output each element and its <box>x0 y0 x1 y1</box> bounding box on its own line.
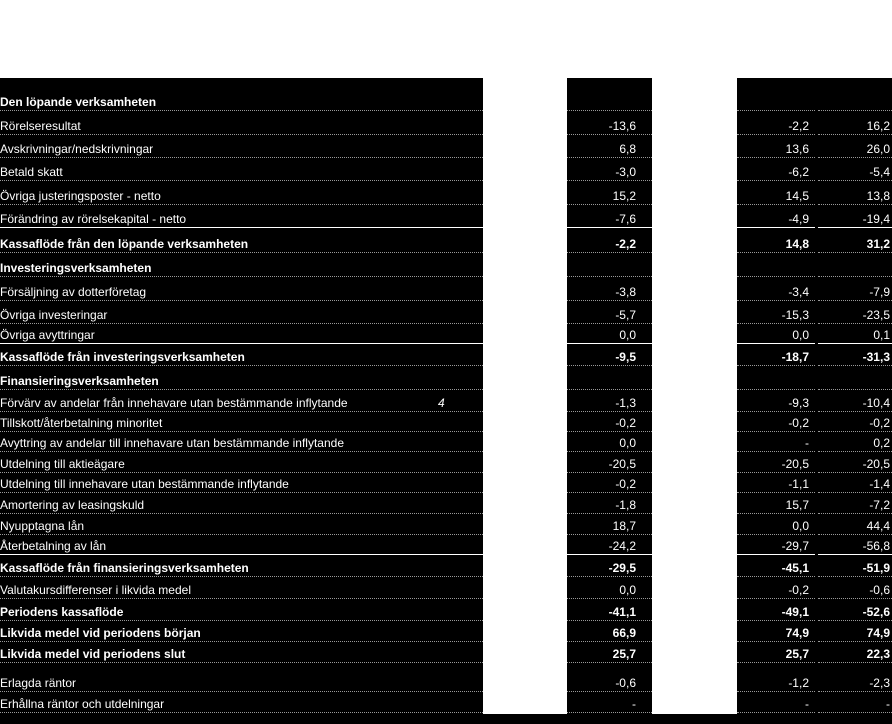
table-row <box>0 411 892 433</box>
row-label: Övriga avyttringar <box>0 328 95 342</box>
row-divider <box>818 598 892 599</box>
value-period-1: 25,7 <box>612 647 636 661</box>
row-divider <box>0 662 483 663</box>
value-period-3: -19,4 <box>862 212 890 226</box>
table-row <box>0 137 892 159</box>
table-row <box>0 207 892 229</box>
row-label: Kassaflöde från investeringsverksamheten <box>0 350 245 364</box>
row-divider <box>0 554 483 555</box>
row-divider <box>737 227 815 228</box>
table-row <box>0 514 892 536</box>
row-label: Periodens kassaflöde <box>0 605 124 619</box>
value-period-2: -1,2 <box>788 676 809 690</box>
row-label: Förändring av rörelsekapital - netto <box>0 212 187 226</box>
row-divider <box>737 180 815 181</box>
value-period-1: -9,5 <box>615 350 636 364</box>
value-period-1: 0,0 <box>619 436 636 450</box>
row-label: Den löpande verksamheten <box>0 95 157 109</box>
value-period-2: -3,4 <box>788 285 809 299</box>
row-divider <box>818 365 892 366</box>
value-period-2: -29,7 <box>781 539 809 553</box>
value-period-2: -0,2 <box>788 583 809 597</box>
row-divider <box>567 662 652 663</box>
row-divider <box>737 598 815 599</box>
table-row <box>0 184 892 206</box>
row-label: Erlagda räntor <box>0 676 77 690</box>
row-label: Rörelseresultat <box>0 119 81 133</box>
table-row <box>0 431 892 453</box>
row-divider <box>737 365 815 366</box>
row-divider <box>567 598 652 599</box>
value-period-3: -0,6 <box>869 583 890 597</box>
value-period-3: 31,2 <box>866 237 890 251</box>
table-row <box>0 493 892 515</box>
value-period-3: -7,9 <box>869 285 890 299</box>
row-divider <box>567 252 652 253</box>
row-label: Valutakursdifferenser i likvida medel <box>0 583 191 597</box>
value-period-2: -0,2 <box>788 416 809 430</box>
row-divider <box>0 227 483 228</box>
row-divider <box>0 134 483 135</box>
row-divider <box>0 598 483 599</box>
row-label: Finansieringsverksamheten <box>0 374 159 388</box>
table-row <box>0 600 892 622</box>
row-divider <box>737 662 815 663</box>
row-divider <box>567 227 652 228</box>
row-label: Tillskott/återbetalning minoritet <box>0 416 163 430</box>
table-row <box>0 642 892 664</box>
table-row <box>0 692 892 714</box>
row-divider <box>818 276 892 277</box>
value-period-3: -51,9 <box>862 561 890 575</box>
row-divider <box>818 227 892 228</box>
row-divider <box>818 204 892 205</box>
row-label: Likvida medel vid periodens början <box>0 626 201 640</box>
row-label: Förvärv av andelar från innehavare utan bestämmande inflytande <box>0 396 348 410</box>
row-divider <box>567 365 652 366</box>
value-period-2: -2,2 <box>788 119 809 133</box>
row-divider <box>567 157 652 158</box>
row-divider <box>818 662 892 663</box>
table-row <box>0 280 892 302</box>
value-period-1: 66,9 <box>612 626 636 640</box>
row-divider <box>737 134 815 135</box>
row-label: Försäljning av dotterföretag <box>0 285 147 299</box>
row-divider <box>737 276 815 277</box>
row-label: Nyupptagna lån <box>0 519 85 533</box>
row-divider <box>818 712 892 713</box>
value-period-3: 44,4 <box>866 519 890 533</box>
row-divider <box>818 252 892 253</box>
row-divider <box>567 204 652 205</box>
row-divider <box>0 157 483 158</box>
value-period-3: 16,2 <box>866 119 890 133</box>
row-divider <box>567 110 652 111</box>
value-period-3: -31,3 <box>862 350 890 364</box>
row-divider <box>737 110 815 111</box>
row-divider <box>567 389 652 390</box>
table-row <box>0 114 892 136</box>
value-period-1: -3,8 <box>615 285 636 299</box>
value-period-1: -7,6 <box>615 212 636 226</box>
row-divider <box>737 252 815 253</box>
value-period-2: -45,1 <box>781 561 809 575</box>
value-period-2: -15,3 <box>781 308 809 322</box>
value-period-3: -5,4 <box>869 165 890 179</box>
value-period-3: -2,3 <box>869 676 890 690</box>
value-period-2: 25,7 <box>785 647 809 661</box>
row-divider <box>737 157 815 158</box>
value-period-1: -0,2 <box>615 477 636 491</box>
row-divider <box>567 343 652 344</box>
row-divider <box>818 300 892 301</box>
value-period-2: -1,1 <box>788 477 809 491</box>
value-period-1: -5,7 <box>615 308 636 322</box>
row-divider <box>0 204 483 205</box>
value-period-3: 0,2 <box>873 436 890 450</box>
table-row <box>0 303 892 325</box>
value-period-1: 6,8 <box>619 142 636 156</box>
value-period-3: -7,2 <box>869 498 890 512</box>
value-period-2: - <box>805 436 809 450</box>
row-divider <box>818 576 892 577</box>
table-row <box>0 90 892 112</box>
value-period-2: -4,9 <box>788 212 809 226</box>
value-period-1: -2,2 <box>615 237 636 251</box>
value-period-2: -9,3 <box>788 396 809 410</box>
value-period-1: -3,0 <box>615 165 636 179</box>
row-divider <box>818 134 892 135</box>
value-period-1: 0,0 <box>619 583 636 597</box>
table-row <box>0 556 892 578</box>
row-divider <box>567 554 652 555</box>
table-row <box>0 345 892 367</box>
value-period-3: -52,6 <box>862 605 890 619</box>
row-divider <box>567 576 652 577</box>
value-period-1: -0,6 <box>615 676 636 690</box>
value-period-1: 0,0 <box>619 328 636 342</box>
row-divider <box>567 134 652 135</box>
row-divider <box>818 110 892 111</box>
row-label: Betald skatt <box>0 165 63 179</box>
row-divider <box>567 180 652 181</box>
value-period-3: -0,2 <box>869 416 890 430</box>
row-label: Investeringsverksamheten <box>0 261 152 275</box>
value-period-3: 26,0 <box>866 142 890 156</box>
value-period-3: 74,9 <box>866 626 890 640</box>
value-period-3: -10,4 <box>862 396 890 410</box>
row-divider <box>737 389 815 390</box>
value-period-1: 18,7 <box>612 519 636 533</box>
row-label: Kassaflöde från finansieringsverksamheten <box>0 561 249 575</box>
row-divider <box>737 576 815 577</box>
table-row <box>0 452 892 474</box>
value-period-1: - <box>632 697 636 711</box>
row-divider <box>567 276 652 277</box>
value-period-1: 15,2 <box>612 189 636 203</box>
value-period-2: 13,6 <box>785 142 809 156</box>
value-period-2: 74,9 <box>785 626 809 640</box>
row-divider <box>818 343 892 344</box>
row-label: Övriga investeringar <box>0 308 108 322</box>
row-label: Likvida medel vid periodens slut <box>0 647 186 661</box>
value-period-2: 14,5 <box>785 189 809 203</box>
table-row <box>0 369 892 391</box>
row-divider <box>818 180 892 181</box>
table-row <box>0 323 892 345</box>
value-period-1: -1,3 <box>615 396 636 410</box>
value-period-3: - <box>886 697 890 711</box>
value-period-2: - <box>805 697 809 711</box>
row-label: Övriga justeringsposter - netto <box>0 189 161 203</box>
value-period-1: -20,5 <box>608 457 636 471</box>
value-period-1: -24,2 <box>608 539 636 553</box>
table-row <box>0 472 892 494</box>
row-label: Avskrivningar/nedskrivningar <box>0 142 154 156</box>
table-row <box>0 578 892 600</box>
value-period-2: 14,8 <box>785 237 809 251</box>
value-period-3: 22,3 <box>866 647 890 661</box>
value-period-2: 15,7 <box>785 498 809 512</box>
value-period-2: -49,1 <box>781 605 809 619</box>
row-divider <box>567 300 652 301</box>
row-divider <box>567 712 652 713</box>
row-divider <box>0 276 483 277</box>
value-period-1: -0,2 <box>615 416 636 430</box>
value-period-3: -56,8 <box>862 539 890 553</box>
value-period-2: 0,0 <box>792 328 809 342</box>
row-label: Återbetalning av lån <box>0 539 107 553</box>
row-divider <box>0 389 483 390</box>
table-row <box>0 671 892 693</box>
row-divider <box>818 389 892 390</box>
table-row <box>0 256 892 278</box>
row-divider <box>0 576 483 577</box>
bottom-band <box>0 714 892 724</box>
table-row <box>0 534 892 556</box>
table-row <box>0 621 892 643</box>
value-period-3: -1,4 <box>869 477 890 491</box>
row-divider <box>818 554 892 555</box>
table-row <box>0 160 892 182</box>
value-period-2: -20,5 <box>781 457 809 471</box>
value-period-1: -13,6 <box>608 119 636 133</box>
row-divider <box>737 204 815 205</box>
row-divider <box>0 252 483 253</box>
note-reference: 4 <box>438 396 445 410</box>
row-label: Utdelning till innehavare utan bestämmande inflytande <box>0 477 289 491</box>
table-row <box>0 232 892 254</box>
row-divider <box>737 343 815 344</box>
value-period-3: 0,1 <box>873 328 890 342</box>
row-divider <box>0 110 483 111</box>
row-label: Utdelning till aktieägare <box>0 457 125 471</box>
value-period-3: -23,5 <box>862 308 890 322</box>
row-divider <box>0 365 483 366</box>
row-label: Avyttring av andelar till innehavare utan bestämmande inflytande <box>0 436 344 450</box>
table-row <box>0 391 892 413</box>
row-divider <box>737 300 815 301</box>
value-period-3: -20,5 <box>862 457 890 471</box>
value-period-1: -29,5 <box>608 561 636 575</box>
row-label: Amortering av leasingskuld <box>0 498 145 512</box>
row-divider <box>737 712 815 713</box>
row-divider <box>0 300 483 301</box>
value-period-2: -18,7 <box>781 350 809 364</box>
value-period-1: -41,1 <box>608 605 636 619</box>
value-period-3: 13,8 <box>866 189 890 203</box>
row-divider <box>0 180 483 181</box>
row-divider <box>0 343 483 344</box>
row-divider <box>818 157 892 158</box>
value-period-2: -6,2 <box>788 165 809 179</box>
row-label: Erhållna räntor och utdelningar <box>0 697 165 711</box>
row-label: Kassaflöde från den löpande verksamheten <box>0 237 249 251</box>
row-divider <box>0 712 483 713</box>
row-divider <box>737 554 815 555</box>
value-period-2: 0,0 <box>792 519 809 533</box>
value-period-1: -1,8 <box>615 498 636 512</box>
